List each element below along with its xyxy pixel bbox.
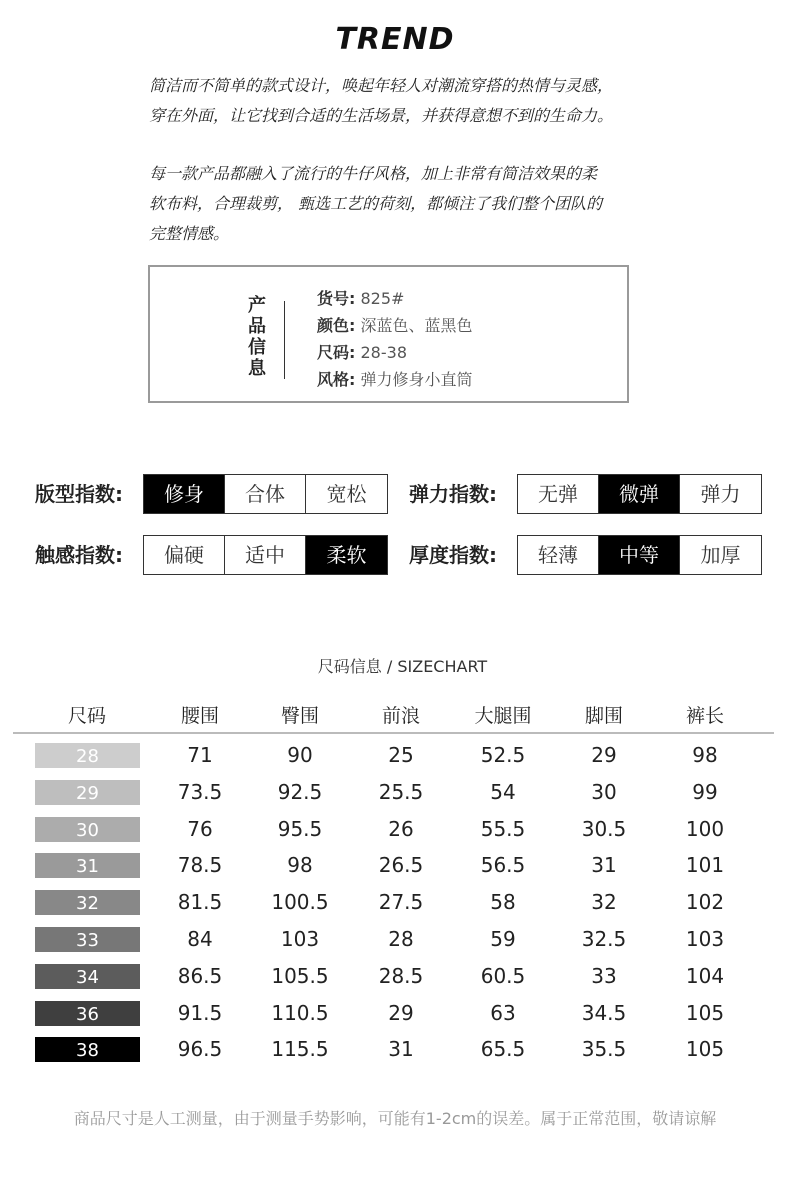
- table-cell: 25.5: [378, 779, 424, 804]
- product-info-row: [317, 285, 473, 312]
- table-cell: 30.5: [581, 816, 627, 841]
- thickness-index-options: [517, 535, 762, 575]
- product-info-box: [148, 265, 629, 403]
- size-swatch: 30: [35, 817, 140, 842]
- table-cell: 60.5: [480, 963, 526, 988]
- table-row: [0, 884, 790, 921]
- product-info-row: [317, 339, 473, 366]
- table-cell: 92.5: [277, 779, 323, 804]
- stretch-option: 弹力: [700, 482, 741, 506]
- thickness-option: 中等: [599, 536, 680, 574]
- header-cell: 大腿围: [474, 705, 532, 727]
- table-cell: 100: [685, 816, 725, 841]
- table-cell: 115.5: [271, 1037, 329, 1062]
- header-cell: 前浪: [381, 705, 420, 727]
- measurement-footnote: 商品尺寸是人工测量，由于测量手势影响，可能有1-2cm的误差。属于正常范围，敬请谅解: [73, 1109, 717, 1128]
- table-cell: 81.5: [177, 890, 223, 915]
- header-divider: [13, 732, 774, 734]
- table-cell: 33: [591, 963, 617, 988]
- table-cell: 35.5: [581, 1037, 627, 1062]
- table-cell: 101: [685, 853, 725, 878]
- brand-title: TREND: [335, 22, 455, 57]
- touch-option: 偏硬: [144, 536, 225, 574]
- info-value: 825#: [360, 289, 405, 308]
- table-cell: 98: [692, 743, 718, 767]
- size-swatch: 33: [35, 927, 140, 952]
- table-cell: 63: [490, 1000, 516, 1025]
- table-cell: 31: [388, 1037, 414, 1062]
- touch-option: 适中: [225, 536, 306, 574]
- table-cell: 56.5: [480, 853, 526, 878]
- table-cell: 54: [490, 779, 516, 804]
- info-value: 深蓝色、蓝黑色: [360, 316, 473, 335]
- table-cell: 73.5: [177, 779, 223, 804]
- table-cell: 96.5: [177, 1037, 223, 1062]
- table-row: [0, 1031, 790, 1068]
- table-cell: 31: [591, 853, 617, 878]
- fit-option: 合体: [225, 475, 306, 513]
- table-row: [0, 847, 790, 884]
- info-key: 颜色:: [317, 316, 356, 335]
- table-cell: 84: [187, 927, 213, 951]
- fit-option: 宽松: [326, 482, 367, 506]
- table-cell: 105: [685, 1000, 725, 1025]
- table-cell: 95.5: [277, 816, 323, 841]
- table-cell: 105.5: [271, 963, 329, 988]
- product-info-row: [317, 366, 473, 393]
- touch-index-label: 触感指数:: [35, 543, 123, 567]
- info-key: 风格:: [317, 370, 356, 389]
- table-cell: 104: [685, 963, 725, 988]
- thickness-index-label: 厚度指数:: [409, 543, 497, 567]
- table-cell: 65.5: [480, 1037, 526, 1062]
- product-info-title: 产品信息: [248, 295, 266, 379]
- size-chart-header: [0, 700, 790, 732]
- table-cell: 98: [287, 853, 313, 878]
- table-cell: 86.5: [177, 963, 223, 988]
- thickness-option: 加厚: [700, 543, 741, 567]
- table-cell: 26: [388, 816, 414, 841]
- table-cell: 25: [388, 743, 414, 767]
- table-cell: 30: [591, 779, 617, 804]
- table-row: [0, 811, 790, 848]
- table-cell: 102: [685, 890, 725, 915]
- header-cell: 尺码: [67, 705, 106, 727]
- info-key: 货号:: [317, 289, 356, 308]
- table-cell: 26.5: [378, 853, 424, 878]
- table-cell: 78.5: [177, 853, 223, 878]
- intro-line: 简洁而不简单的款式设计，唤起年轻人对潮流穿搭的热情与灵感，: [149, 76, 614, 95]
- size-swatch: 29: [35, 780, 140, 805]
- table-cell: 55.5: [480, 816, 526, 841]
- intro-paragraph-1: [149, 71, 669, 131]
- product-info-divider: [284, 301, 285, 379]
- stretch-option: 微弹: [599, 475, 680, 513]
- table-cell: 52.5: [480, 743, 526, 767]
- header-cell: 裤长: [685, 705, 724, 727]
- table-cell: 100.5: [271, 890, 329, 915]
- thickness-option: 轻薄: [518, 536, 599, 574]
- stretch-index-options: [517, 474, 762, 514]
- table-row: [0, 774, 790, 811]
- intro-line: 完整情感。: [149, 224, 230, 243]
- size-swatch: 36: [35, 1001, 140, 1026]
- size-swatch: 28: [35, 743, 140, 768]
- product-info-row: [317, 312, 473, 339]
- table-cell: 99: [692, 779, 718, 804]
- size-swatch: 31: [35, 853, 140, 878]
- touch-index-options: [143, 535, 388, 575]
- header-cell: 腰围: [180, 705, 219, 727]
- intro-line: 穿在外面，让它找到合适的生活场景，并获得意想不到的生命力。: [149, 106, 614, 125]
- table-row: [0, 737, 790, 774]
- size-swatch: 38: [35, 1037, 140, 1062]
- fit-option: 修身: [144, 475, 225, 513]
- fit-index-options: [143, 474, 388, 514]
- table-cell: 71: [187, 743, 213, 767]
- stretch-index-label: 弹力指数:: [409, 482, 497, 506]
- size-swatch: 34: [35, 964, 140, 989]
- fit-index-label: 版型指数:: [35, 482, 123, 506]
- table-cell: 28: [388, 927, 414, 951]
- table-cell: 34.5: [581, 1000, 627, 1025]
- table-cell: 32.5: [581, 927, 627, 951]
- table-cell: 32: [591, 890, 617, 915]
- header-cell: 脚围: [584, 705, 623, 727]
- table-cell: 103: [280, 927, 320, 951]
- table-cell: 90: [287, 743, 313, 767]
- table-cell: 91.5: [177, 1000, 223, 1025]
- table-cell: 76: [187, 816, 213, 841]
- touch-option: 柔软: [306, 536, 387, 574]
- info-value: 弹力修身小直筒: [360, 370, 473, 389]
- info-key: 尺码:: [317, 343, 356, 362]
- intro-line: 每一款产品都融入了流行的牛仔风格，加上非常有简洁效果的柔: [149, 164, 598, 183]
- intro-line: 软布料，合理裁剪， 甄选工艺的荷刻，都倾注了我们整个团队的: [149, 194, 603, 213]
- table-cell: 58: [490, 890, 516, 915]
- size-chart-title: 尺码信息 / SIZECHART: [317, 657, 488, 676]
- table-cell: 28.5: [378, 963, 424, 988]
- table-cell: 29: [591, 743, 617, 767]
- table-row: [0, 995, 790, 1032]
- table-cell: 27.5: [378, 890, 424, 915]
- table-cell: 110.5: [271, 1000, 329, 1025]
- table-row: [0, 958, 790, 995]
- product-info-list: [317, 285, 473, 393]
- table-cell: 59: [490, 927, 516, 951]
- info-value: 28-38: [360, 343, 407, 362]
- table-row: [0, 921, 790, 958]
- stretch-option: 无弹: [518, 475, 599, 513]
- table-cell: 29: [388, 1000, 414, 1025]
- header-cell: 臀围: [280, 705, 319, 727]
- table-cell: 105: [685, 1037, 725, 1062]
- size-swatch: 32: [35, 890, 140, 915]
- table-cell: 103: [685, 927, 725, 951]
- intro-paragraph-2: [149, 159, 669, 249]
